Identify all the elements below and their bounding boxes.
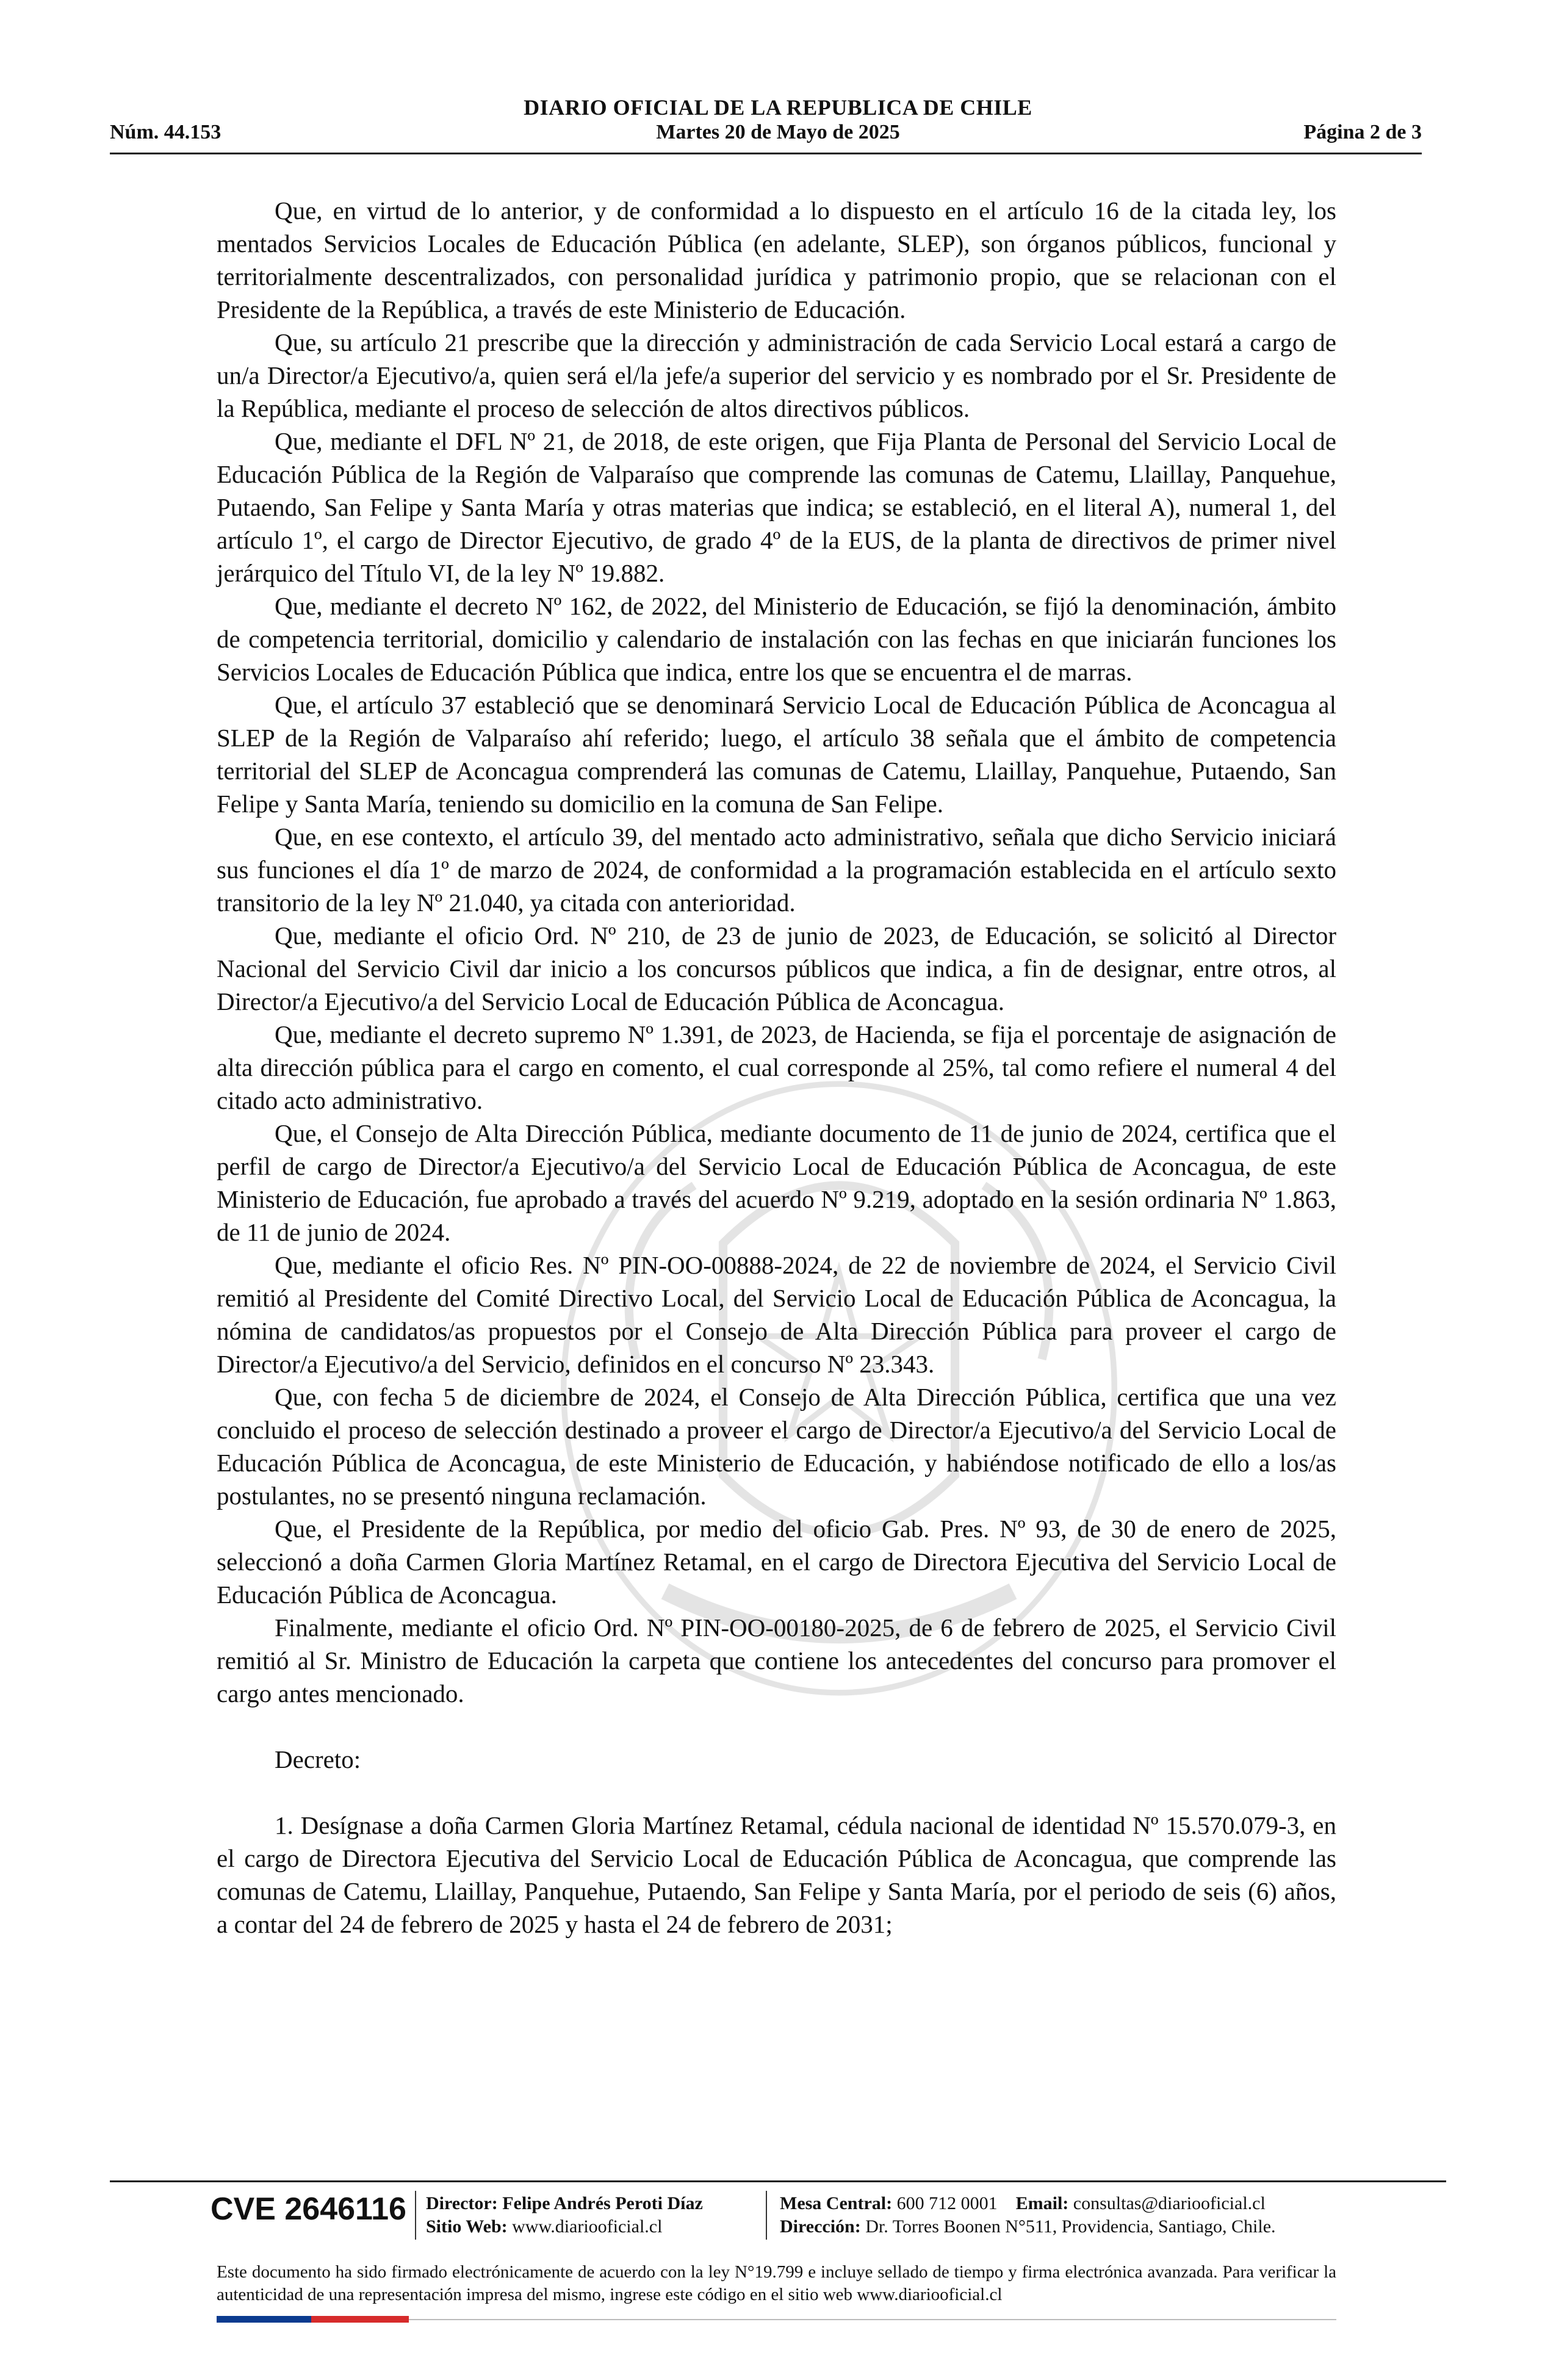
issue-date: Martes 20 de Mayo de 2025: [656, 121, 900, 143]
paragraph: Que, mediante el decreto Nº 162, de 2022, del Ministerio de Educación, se fijó la denominación, ámbito de competencia territorial, domicilio y calendario de instalación con las fechas en que iniciarán funciones los Servicios Locales de Educación Pública que indica, entre los que se encuentra el de marras.: [217, 592, 1336, 686]
header-divider: [110, 153, 1422, 154]
email-link[interactable]: consultas@diariooficial.cl: [1073, 2193, 1266, 2213]
document-body: [217, 194, 1336, 1941]
cve-code: CVE 2646116: [211, 2191, 406, 2227]
paragraph: Que, el Consejo de Alta Dirección Pública, mediante documento de 11 de junio de 2024, certifica que el perfil de cargo de Director/a Ejecutivo/a del Servicio Local de Educación Pública de Aconcagua, de este Ministerio de Educación, fue aprobado a través del acuerdo Nº 9.219, adoptado en la sesión ordinaria Nº 1.863, de 11 de junio de 2024.: [217, 1119, 1336, 1246]
flag-blue-segment: [217, 2316, 311, 2323]
decreto-heading: Decreto:: [275, 1745, 361, 1773]
header-title: DIARIO OFICIAL DE LA REPUBLICA DE CHILE: [524, 95, 1032, 120]
paragraph: Que, en virtud de lo anterior, y de conformidad a lo dispuesto en el artículo 16 de la citada ley, los mentados Servicios Locales de Educación Pública (en adelante, SLEP), son órganos públicos, funcional y territorialmente descentralizados, con personalidad jurídica y patrimonio propio, que se relacionan con el Presidente de la República, a través de este Ministerio de Educación.: [217, 197, 1336, 323]
footer-director-block: [426, 2192, 703, 2238]
paragraph: Que, con fecha 5 de diciembre de 2024, el Consejo de Alta Dirección Pública, certifica que una vez concluido el proceso de selección destinado a proveer el cargo de Director/a Ejecutivo/a del Servicio Local de Educación Pública de Aconcagua, de este Ministerio de Educación, y habiéndose notificado de ello a los/as postulantes, no se presentó ninguna reclamación.: [217, 1383, 1336, 1510]
site-label: Sitio Web:: [426, 2216, 508, 2237]
paragraph: Que, el Presidente de la República, por medio del oficio Gab. Pres. Nº 93, de 30 de enero de 2025, seleccionó a doña Carmen Gloria Martínez Retamal, en el cargo de Directora Ejecutiva del Servicio Local de Educación Pública de Aconcagua.: [217, 1515, 1336, 1609]
flag-color-bar: [217, 2316, 409, 2323]
director-name: Felipe Andrés Peroti Díaz: [502, 2193, 703, 2213]
paragraph: Que, en ese contexto, el artículo 39, del mentado acto administrativo, señala que dicho Servicio iniciará sus funciones el día 1º de marzo de 2024, de conformidad a la programación establecida en el artículo sexto transitorio de la ley Nº 21.040, ya citada con anterioridad.: [217, 823, 1336, 917]
flag-red-segment: [311, 2316, 409, 2323]
footer-separator: [766, 2191, 767, 2240]
footer-contact-block: [780, 2192, 1276, 2238]
decreto-item: 1. Desígnase a doña Carmen Gloria Martínez Retamal, cédula nacional de identidad Nº 15.570.079-3, en el cargo de Directora Ejecutiva del Servicio Local de Educación Pública de Aconcagua, que comprende las comunas de Catemu, Llaillay, Panquehue, Putaendo, San Felipe y Santa María, por el periodo de seis (6) años, a contar del 24 de febrero de 2025 y hasta el 24 de febrero de 2031;: [217, 1811, 1336, 1938]
mesa-phone: 600 712 0001: [896, 2193, 998, 2213]
paragraph: Que, mediante el oficio Ord. Nº 210, de 23 de junio de 2023, de Educación, se solicitó al Director Nacional del Servicio Civil dar inicio a los concursos públicos que indica, a fin de designar, entre otros, al Director/a Ejecutivo/a del Servicio Local de Educación Pública de Aconcagua.: [217, 921, 1336, 1015]
address-value: Dr. Torres Boonen N°511, Providencia, Santiago, Chile.: [865, 2216, 1276, 2237]
legal-notice: Este documento ha sido firmado electrónicamente de acuerdo con la ley N°19.799 e incluye sellado de tiempo y firma electrónica avanzada. Para verificar la autenticidad de una representación impresa del mismo, ingrese este código en el sitio web www.diariooficial.cl: [217, 2262, 1336, 2304]
page-indicator: Página 2 de 3: [1303, 121, 1422, 143]
email-label: Email:: [1015, 2193, 1069, 2213]
paragraph: Que, el artículo 37 estableció que se denominará Servicio Local de Educación Pública de Aconcagua al SLEP de la Región de Valparaíso ahí referido; luego, el artículo 38 señala que el ámbito de competencia territorial del SLEP de Aconcagua comprenderá las comunas de Catemu, Llaillay, Panquehue, Putaendo, San Felipe y Santa María, teniendo su domicilio en la comuna de San Felipe.: [217, 691, 1336, 818]
address-label: Dirección:: [780, 2216, 861, 2237]
paragraph: Finalmente, mediante el oficio Ord. Nº PIN-OO-00180-2025, de 6 de febrero de 2025, el Servicio Civil remitió al Sr. Ministro de Educación la carpeta que contiene los antecedentes del concurso para promover el cargo antes mencionado.: [217, 1614, 1336, 1707]
footer-divider: [110, 2180, 1446, 2182]
footer-separator: [415, 2191, 416, 2240]
director-label: Director:: [426, 2193, 498, 2213]
mesa-label: Mesa Central:: [780, 2193, 893, 2213]
paragraph: Que, mediante el decreto supremo Nº 1.391, de 2023, de Hacienda, se fija el porcentaje de asignación de alta dirección pública para el cargo en comento, el cual corresponde al 25%, tal como refiere el numeral 4 del citado acto administrativo.: [217, 1020, 1336, 1114]
site-link[interactable]: www.diariooficial.cl: [512, 2216, 663, 2237]
paragraph: Que, su artículo 21 prescribe que la dirección y administración de cada Servicio Local estará a cargo de un/a Director/a Ejecutivo/a, quien será el/la jefe/a superior del servicio y es nombrado por el Sr. Presidente de la República, mediante el proceso de selección de altos directivos públicos.: [217, 328, 1336, 422]
paragraph: Que, mediante el oficio Res. Nº PIN-OO-00888-2024, de 22 de noviembre de 2024, el Servicio Civil remitió al Presidente del Comité Directivo Local, del Servicio Local de Educación Pública de Aconcagua, la nómina de candidatos/as propuestos por el Consejo de Alta Dirección Pública para proveer el cargo de Director/a Ejecutivo/a del Servicio, definidos en el concurso Nº 23.343.: [217, 1251, 1336, 1378]
paragraph: Que, mediante el DFL Nº 21, de 2018, de este origen, que Fija Planta de Personal del Servicio Local de Educación Pública de la Región de Valparaíso que comprende las comunas de Catemu, Llaillay, Panquehue, Putaendo, San Felipe y Santa María y otras materias que indica; se estableció, en el literal A), numeral 1, del artículo 1º, el cargo de Director Ejecutivo, de grado 4º de la EUS, de la planta de directivos de primer nivel jerárquico del Título VI, de la ley Nº 19.882.: [217, 427, 1336, 587]
issue-number: Núm. 44.153: [110, 121, 222, 143]
